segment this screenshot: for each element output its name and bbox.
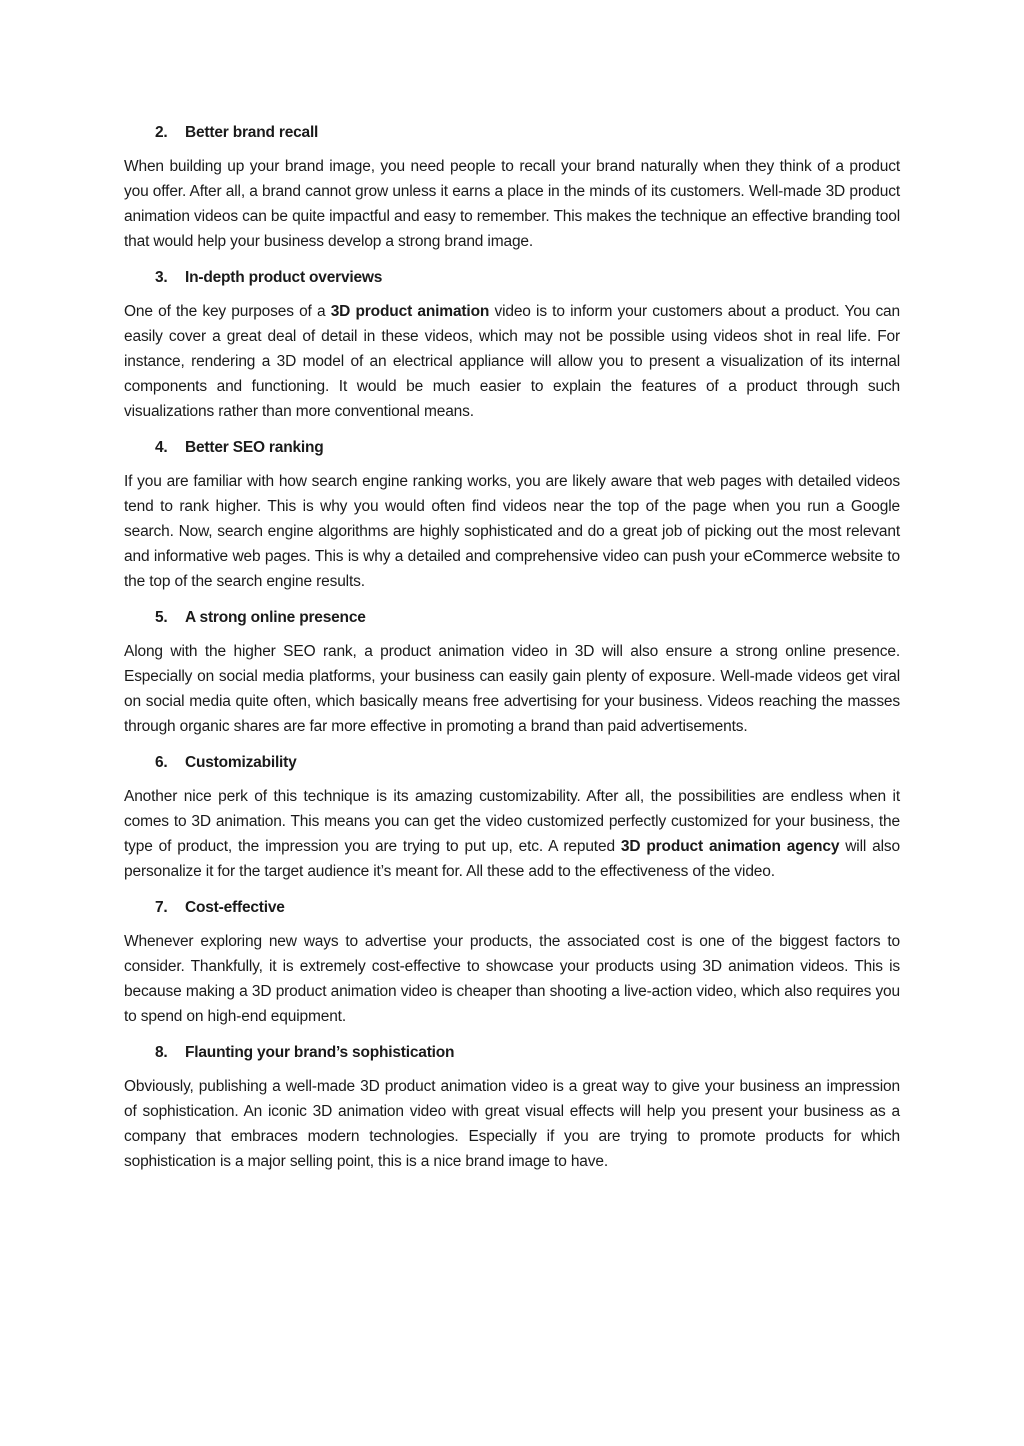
section-heading [155, 1042, 900, 1064]
section-heading [155, 752, 900, 774]
section-title: Better SEO ranking [185, 439, 324, 456]
section-number: 5. [155, 609, 168, 626]
section-number: 8. [155, 1044, 168, 1061]
paragraph-text: When building up your brand image, you need people to recall your brand naturally when they think of a product you offer. After all, a brand cannot grow unless it earns a place in the minds of its customers. Well-made 3D product animation videos can be quite impactful and easy to remember. This makes the technique an effective branding tool that would help your business develop a strong brand image. [124, 158, 900, 250]
section-paragraph [124, 469, 900, 594]
section-paragraph [124, 1074, 900, 1174]
section-heading [155, 897, 900, 919]
section-paragraph [124, 299, 900, 424]
section-heading [155, 267, 900, 289]
document-body [124, 122, 900, 1187]
section-title: Better brand recall [185, 124, 319, 141]
section-paragraph [124, 154, 900, 254]
section-heading [155, 437, 900, 459]
section-number: 3. [155, 269, 168, 286]
paragraph-text: video is to inform your customers about a product. You can easily cover a great deal of detail in these videos, which may not be possible using videos shot in real life. For instance, rendering a 3D model of an electrical appliance will allow you to present a visualization of its internal components and functioning. It would be much easier to explain the features of a product through such visualizations rather than more conventional means. [124, 303, 900, 420]
section-paragraph [124, 929, 900, 1029]
section-heading [155, 607, 900, 629]
paragraph-text: Another nice perk of this technique is its amazing customizability. After all, the possibilities are endless when it comes to 3D animation. This means you can get the video customized perfectly customized for your business, the type of product, the impression you are trying to put up, etc. A reputed [124, 788, 900, 855]
section-title: Cost-effective [185, 899, 285, 916]
section-number: 6. [155, 754, 168, 771]
paragraph-text: If you are familiar with how search engine ranking works, you are likely aware that web pages with detailed videos tend to rank higher. This is why you would often find videos near the top of the page when you run a Google search. Now, search engine algorithms are highly sophisticated and do a great job of picking out the most relevant and informative web pages. This is why a detailed and comprehensive video can push your eCommerce website to the top of the search engine results. [124, 473, 900, 590]
section-title: In-depth product overviews [185, 269, 383, 286]
paragraph-text: will also personalize it for the target audience it’s meant for. All these add to the effectiveness of the video. [124, 838, 900, 880]
bold-keyword: 3D product animation agency [620, 838, 840, 855]
section-title: Customizability [185, 754, 297, 771]
section-number: 2. [155, 124, 168, 141]
bold-keyword: 3D product animation [330, 303, 490, 320]
paragraph-text: Obviously, publishing a well-made 3D product animation video is a great way to give your business an impression of sophistication. An iconic 3D animation video with great visual effects will help you present your business as a company that embraces modern technologies. Especially if you are trying to promote products for which sophistication is a major selling point, this is a nice brand image to have. [124, 1078, 900, 1170]
section-heading [155, 122, 900, 144]
paragraph-text: One of the key purposes of a [124, 303, 331, 320]
section-title: A strong online presence [185, 609, 366, 626]
section-title: Flaunting your brand’s sophistication [185, 1044, 455, 1061]
section-number: 7. [155, 899, 168, 916]
paragraph-text: Whenever exploring new ways to advertise your products, the associated cost is one of the biggest factors to consider. Thankfully, it is extremely cost-effective to showcase your products using 3D animation videos. This is because making a 3D product animation video is cheaper than shooting a live-action video, which also requires you to spend on high-end equipment. [124, 933, 900, 1025]
section-paragraph [124, 639, 900, 739]
section-number: 4. [155, 439, 168, 456]
paragraph-text: Along with the higher SEO rank, a product animation video in 3D will also ensure a strong online presence. Especially on social media platforms, your business can easily gain plenty of exposure. Well-made videos get viral on social media quite often, which basically means free advertising for your business. Videos reaching the masses through organic shares are far more effective in promoting a brand than paid advertisements. [124, 643, 900, 735]
section-paragraph [124, 784, 900, 884]
